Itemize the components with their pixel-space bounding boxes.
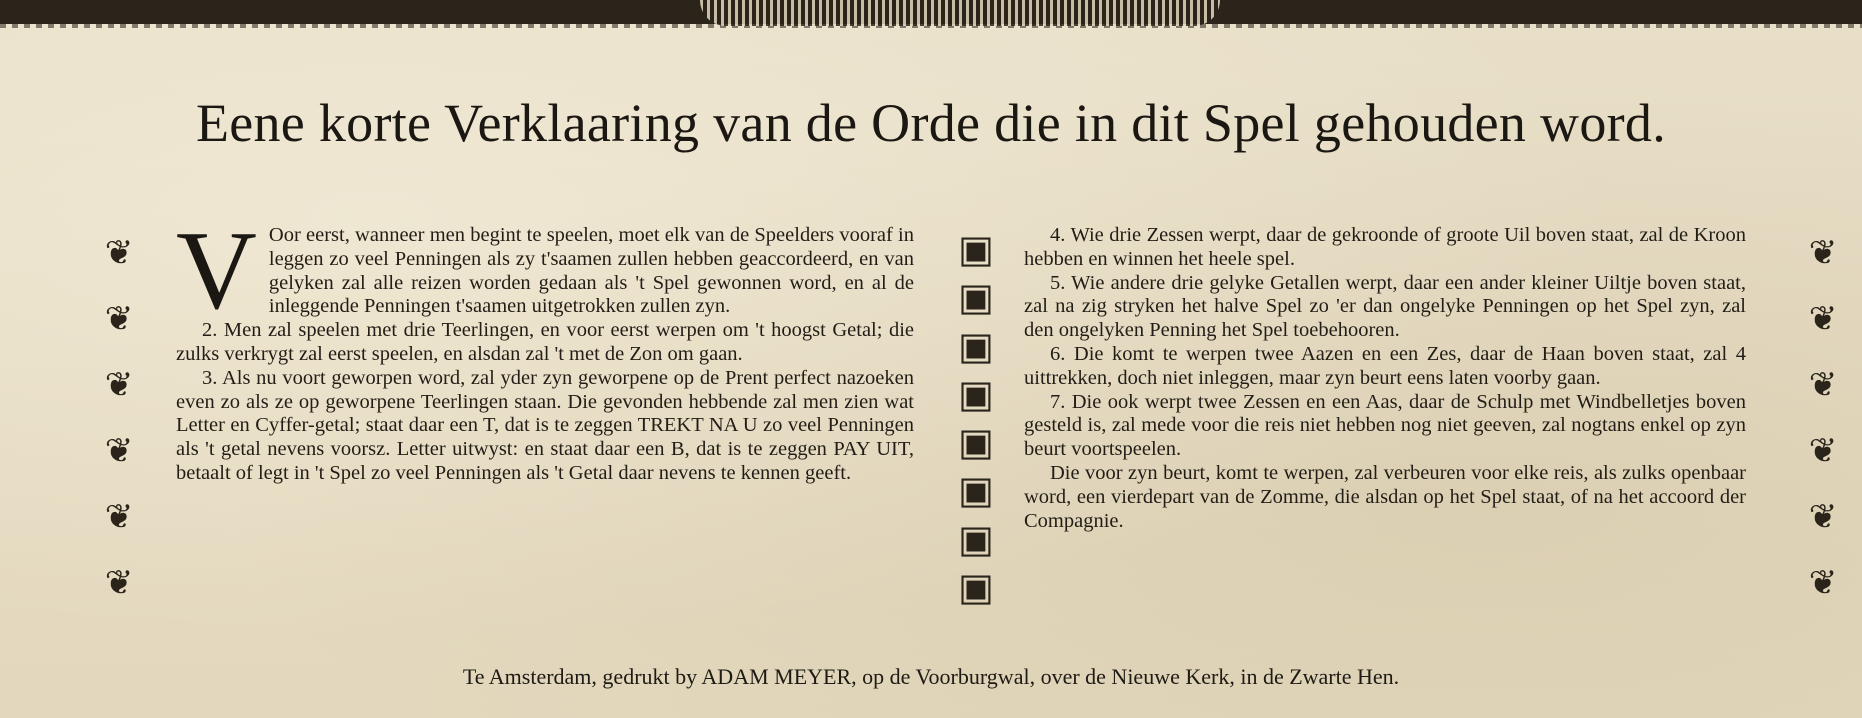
knot-ornament-icon: ❦: [104, 299, 134, 339]
document-title: Eene korte Verklaaring van de Orde die in dit Spel gehouden word.: [195, 93, 1667, 153]
rule-paragraph-3: 3. Als nu voort geworpen word, zal yder zyn geworpene op de Prent perfect nazoeken even zo als ze op geworpene Teerlingen staan. Die gevonden hebbende zal men zien wat Letter en Cyffer-getal; staat daar een T, dat is te zeggen TREKT NA U zo veel Penningen als 't getal nevens voorsz. Letter uitwyst: en staat daar een B, dat is te zeggen PAY UIT, betaalt of legt in 't Spel zo veel Penningen als 't Getal daar nevens te kennen geeft.: [176, 366, 914, 484]
rules-right-column: [1024, 224, 1746, 533]
center-fret-border: [956, 227, 996, 609]
greek-key-ornament-icon: ▣: [958, 564, 994, 609]
knot-ornament-icon: ❦: [1808, 563, 1838, 603]
rule-paragraph-5: 5. Wie andere drie gelyke Getallen werpt, daar een ander kleiner Uiltje boven staat, zal na zig stryken het halve Spel zo 'er dan ongelyke Penningen op het Spel zyn, zal den ongelyken Penning het Spel toebehooren.: [1024, 271, 1746, 342]
knot-ornament-icon: ❦: [1808, 233, 1838, 273]
greek-key-ornament-icon: ▣: [958, 371, 994, 416]
drop-cap: V: [176, 209, 257, 333]
greek-key-ornament-icon: ▣: [958, 323, 994, 368]
knot-ornament-icon: ❦: [1808, 299, 1838, 339]
rule-paragraph-1: V Oor eerst, wanneer men begint te speelen, moet elk van de Speelders vooraf in leggen zo veel Penningen als zy t'saamen zullen hebben geaccordeerd, en van gelyken zal alle reizen worden gedaan als 't Spel gewonnen word, en al de inleggende Penningen t'saamen uitgetrokken zullen zyn.: [176, 209, 914, 333]
right-ornament-border: [1804, 233, 1842, 603]
greek-key-ornament-icon: ▣: [958, 227, 994, 271]
rule-paragraph-7: 7. Die ook werpt twee Zessen en een Aas, daar de Schulp met Windbelletjes boven gesteld is, zal mede voor die reis niet hebben nog niet geeven, zal nogtans enkel op zyn beurt voortspeelen.: [1024, 390, 1746, 461]
greek-key-ornament-icon: ▣: [958, 468, 994, 513]
top-woodcut-ornament: [700, 0, 1220, 26]
greek-key-ornament-icon: ▣: [958, 420, 994, 465]
greek-key-ornament-icon: ▣: [958, 275, 994, 320]
knot-ornament-icon: ❦: [104, 365, 134, 405]
knot-ornament-icon: ❦: [1808, 365, 1838, 405]
rule-paragraph-penalty: Die voor zyn beurt, komt te werpen, zal verbeuren voor elke reis, als zulks openbaar word, een vierdepart van de Zomme, die alsdan op het Spel staat, of na het accoord der Compagnie.: [1024, 461, 1746, 532]
knot-ornament-icon: ❦: [1808, 497, 1838, 537]
knot-ornament-icon: ❦: [104, 563, 134, 603]
knot-ornament-icon: ❦: [104, 431, 134, 471]
knot-ornament-icon: ❦: [104, 233, 134, 273]
left-ornament-border: [100, 233, 138, 603]
printer-imprint: Te Amsterdam, gedrukt by ADAM MEYER, op de Voorburgwal, over de Nieuwe Kerk, in de Zwarte Hen.: [462, 664, 1400, 689]
rule-paragraph-6: 6. Die komt te werpen twee Aazen en een Zes, daar de Haan boven staat, zal 4 uittrekken, doch niet inleggen, maar zyn beurt eens laten voorby gaan.: [1024, 342, 1746, 389]
rules-left-column: [176, 209, 914, 486]
greek-key-ornament-icon: ▣: [958, 516, 994, 561]
rule-paragraph-2: 2. Men zal speelen met drie Teerlingen, en voor eerst werpen om 't hoogst Getal; die zulks verkrygt zal eerst speelen, en alsdan zal 't met de Zon om gaan.: [176, 319, 914, 365]
knot-ornament-icon: ❦: [1808, 431, 1838, 471]
knot-ornament-icon: ❦: [104, 497, 134, 537]
rule-paragraph-4: 4. Wie drie Zessen werpt, daar de gekroonde of groote Uil boven staat, zal de Kroon hebben en winnen het heele spel.: [1024, 224, 1746, 270]
